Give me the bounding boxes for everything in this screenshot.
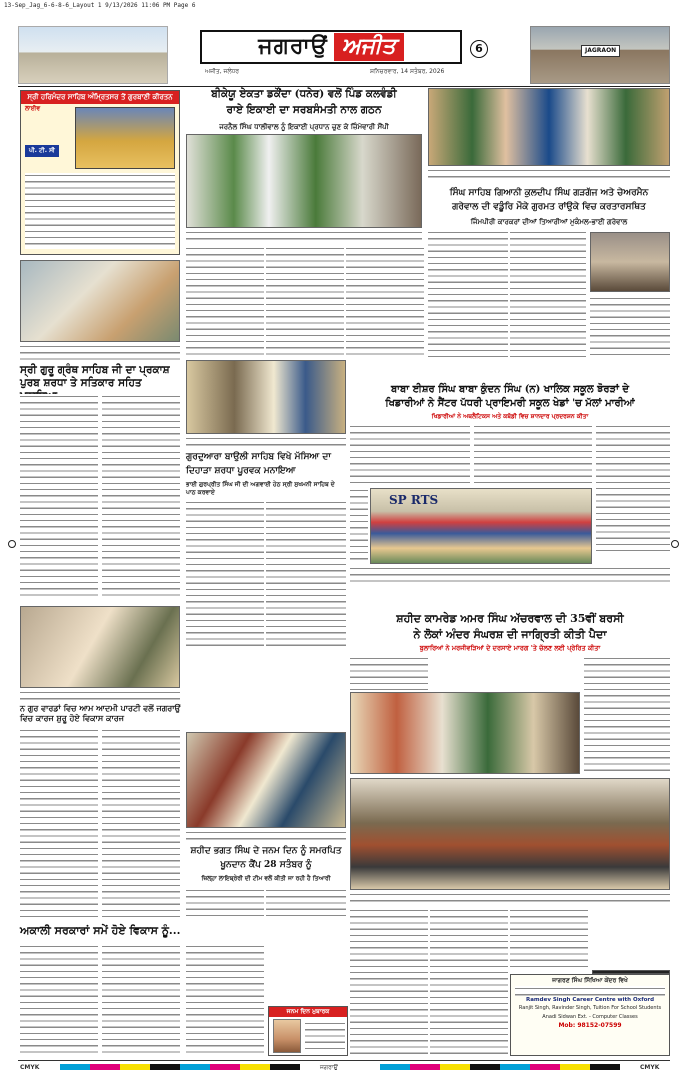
golden-temple-photo	[75, 107, 175, 169]
masthead-paper-name: ਅਜੀਤ	[334, 33, 404, 61]
top-story-text-a	[186, 246, 264, 356]
top-story-headline-2: ਰਾਏ ਇਕਾਈ ਦਾ ਸਰਬਸੰਮਤੀ ਨਾਲ ਗਠਨ	[226, 104, 382, 116]
left-story-3-text-a	[20, 728, 98, 918]
left-story-2-text-a	[20, 394, 98, 600]
left-story-3-text-b	[102, 728, 180, 918]
registration-mark-right	[671, 540, 679, 548]
masthead-caption: ਅਜੀਤ, ਜਲੰਧਰ	[205, 68, 240, 75]
martyr-headline-1: ਸ਼ਹੀਦ ਕਾਮਰੇਡ ਅਮਰ ਸਿੰਘ ਅੱਚਰਵਾਲ ਦੀ 35ਵੀਂ ਬਰਸੀ	[396, 612, 624, 625]
bhagat-subhead: ਜ਼ਿਲ੍ਹਾ ਲਾਇਬ੍ਰੇਰੀ ਦੀ ਟੀਮ ਵਲੋਂ ਕੀਤੀ ਜਾ ਰਹੀ ਹੈ ਤਿਆਰੀ	[201, 875, 331, 882]
school-photo-caption	[350, 566, 670, 582]
top-story-caption	[186, 230, 422, 242]
masthead-rule	[18, 86, 670, 87]
footer-rule	[18, 1060, 670, 1061]
gurdwara-subhead: ਭਾਈ ਗੁਰਪ੍ਰੀਤ ਸਿੰਘ ਜੀ ਦੀ ਅਗਵਾਈ ਹੇਠ ਸ੍ਰੀ ਸੁਖਮਨੀ ਸਾਹਿਬ ਦੇ ਪਾਠ ਕਰਵਾਏ	[186, 481, 335, 496]
masthead-date: ਸ਼ਨਿਚਰਵਾਰ, 14 ਸਤੰਬਰ, 2026	[370, 68, 445, 75]
bhagat-text-b	[266, 888, 346, 918]
gurdwara-text-a	[186, 500, 264, 650]
birthday-text	[305, 1021, 345, 1051]
left-story-4-headline: ਅਕਾਲੀ ਸਰਕਾਰਾਂ ਸਮੇਂ ਹੋਏ ਵਿਕਾਸ ਨੂੰ...	[20, 924, 181, 937]
bhagat-photo-caption	[186, 830, 346, 842]
left-photo-1	[20, 260, 180, 342]
school-story-text-c	[596, 424, 670, 554]
school-sports-photo	[370, 488, 592, 564]
masthead-photo-right	[530, 26, 670, 84]
martyr-photo-1	[350, 692, 580, 774]
masthead-station-sign: JAGRAON	[581, 45, 620, 57]
right-top-text-b	[510, 230, 586, 360]
martyr-photo-2	[350, 778, 670, 890]
left-story-4-text-a	[20, 944, 98, 1054]
top-story-subhead: ਜਰਨੈਲ ਸਿੰਘ ਧਾਲੀਵਾਲ ਨੂੰ ਇਕਾਈ ਪ੍ਰਧਾਨ ਚੁਣ ਕੇ ਜ਼ਿੰਮੇਵਾਰੀ ਸੌਂਪੀ	[219, 122, 389, 131]
ad-line-1: ਜਾਗਰਣ ਸਿੰਘ ਸਿੱਖਿਆ ਕੇਂਦਰ ਵਿਖੇ	[552, 977, 628, 984]
martyr-text-c	[350, 908, 428, 1054]
martyr-text-d	[430, 908, 508, 1054]
top-story-headline-1: ਬੀਕੇਯੂ ਏਕਤਾ ਡਕੌਂਦਾ (ਧਨੇਰ) ਵਲੋਂ ਪਿੰਡ ਕਲਵੰਡੀ	[211, 88, 397, 100]
left-promo-title: ਸ੍ਰੀ ਹਰਿਮੰਦਰ ਸਾਹਿਬ ਅੰਮ੍ਰਿਤਸਰ ਤੋਂ ਗੁਰਬਾਣੀ ਕੀਰਤਨ	[21, 91, 179, 104]
right-top-headline-1: ਸਿੰਘ ਸਾਹਿਬ ਗਿਆਨੀ ਕੁਲਦੀਪ ਸਿੰਘ ਗੜਗੱਜ ਅਤੇ ਚੇਅਰਮੈਨ	[449, 188, 649, 198]
masthead-photo-left	[18, 26, 168, 84]
color-bar-right	[380, 1064, 620, 1070]
ad-phone: Mob: 98152-07599	[558, 1021, 622, 1029]
martyr-text-b	[584, 656, 670, 776]
left-story-2-headline: ਸ੍ਰੀ ਗੁਰੂ ਗ੍ਰੰਥ ਸਾਹਿਬ ਜੀ ਦਾ ਪ੍ਰਕਾਸ਼ ਪੁਰਬ ਸ਼ਰਧਾ ਤੇ ਸਤਿਕਾਰ ਸਹਿਤ	[20, 364, 170, 389]
ad-line-2: Ramdev Singh Career Centre with Oxford	[525, 996, 655, 1003]
right-top-text-c	[590, 296, 670, 360]
gurdwara-headline-2: ਦਿਹਾੜਾ ਸ਼ਰਧਾ ਪੂਰਵਕ ਮਨਾਇਆ	[186, 466, 296, 476]
left-photo-1-caption	[20, 344, 180, 360]
footer-right: CMYK	[640, 1064, 660, 1071]
martyr-subhead: ਬੁਲਾਰਿਆਂ ਨੇ ਮਰਜੀਵੜਿਆਂ ਦੇ ਦਰਸਾਏ ਮਾਰਗ 'ਤੇ ਚੱਲਣ ਲਈ ਪ੍ਰੇਰਿਤ ਕੀਤਾ	[419, 644, 601, 652]
footer-mid: ਜਗਰਾਉਂ	[320, 1064, 338, 1071]
right-top-portrait	[590, 232, 670, 292]
right-top-photo-caption	[428, 168, 670, 182]
print-slug: 13-Sep_Jag_6-6-8-6_Layout 1 9/13/2026 11:06 PM Page 6	[4, 2, 196, 9]
left-story-4-text-b	[102, 944, 180, 1054]
bhagat-text-c	[186, 944, 264, 1054]
top-story-text-b	[266, 246, 344, 356]
school-story-text-b	[474, 424, 592, 484]
ad-line-3: Ranjit Singh, Ravinder Singh, Tuition For School Students	[518, 1005, 662, 1012]
sports-banner: SP RTS	[389, 493, 439, 507]
ad-box	[510, 974, 670, 1056]
bhagat-headline-1: ਸ਼ਹੀਦ ਭਗਤ ਸਿੰਘ ਦੇ ਜਨਮ ਦਿਨ ਨੂੰ ਸਮਰਪਿਤ	[190, 846, 342, 856]
left-promo-box	[20, 90, 180, 255]
right-top-subhead: ਜਿੰਮਪੀਰੀ ਕਾਰਕਰਾਂ ਦੀਆਂ ਤਿਆਰੀਆਂ ਮੁਕੰਮਲ-ਭਾਈ ਗਰੇਵਾਲ	[470, 217, 628, 226]
footer-left: CMYK	[20, 1064, 40, 1071]
bhagat-text-a	[186, 888, 264, 918]
left-promo-sub: ਲਾਈਵ	[25, 105, 41, 112]
color-bar-left	[60, 1064, 300, 1070]
gurdwara-headline-1: ਗੁਰਦੁਆਰਾ ਬਾਉਲੀ ਸਾਹਿਬ ਵਿਖੇ ਮੱਸਿਆ ਦਾ	[186, 452, 331, 462]
ad-line-4: Anadi Sidwan Ext. - Computer Classes	[542, 1013, 638, 1020]
martyr-headline-2: ਨੇ ਲੋਕਾਂ ਅੰਦਰ ਸੰਘਰਸ਼ ਦੀ ਜਾਗ੍ਰਿਤੀ ਕੀਤੀ ਪੈਦਾ	[413, 628, 607, 641]
birthday-child-photo	[273, 1019, 301, 1053]
left-story-3-headline: ਨ ਗੁਰ ਵਾਰਡਾਂ ਵਿਚ ਆਮ ਆਦਮੀ ਪਾਰਟੀ ਵਲੋਂ ਜਗਰਾਉਂ ਵਿਚ ਕਾਰਜ ਸ਼ੁਰੂ ਹੋਏ ਵਿਕਾਸ ਕਾਰਜ	[20, 703, 181, 723]
martyr-photo-caption	[350, 892, 670, 904]
right-top-text-a	[428, 230, 508, 360]
left-photo-2-caption	[20, 690, 180, 700]
top-story-photo	[186, 134, 422, 228]
birthday-box	[268, 1006, 348, 1056]
school-story-subhead: ਖਿਡਾਰੀਆਂ ਨੇ ਅਥਲੈਟਿਕਸ ਅਤੇ ਕਬੱਡੀ ਵਿਚ ਸ਼ਾਨਦਾਰ ਪ੍ਰਦਰਸ਼ਨ ਕੀਤਾ	[431, 413, 589, 420]
martyr-text-a	[350, 656, 428, 692]
school-story-headline-2: ਖਿਡਾਰੀਆਂ ਨੇ ਸੈਂਟਰ ਪੱਧਰੀ ਪ੍ਰਾਇਮਰੀ ਸਕੂਲ ਖੇਡਾਂ 'ਚ ਮੱਲਾਂ ਮਾਰੀਆਂ	[385, 398, 635, 409]
masthead-city: ਜਗਰਾਉਂ	[258, 33, 328, 60]
gurdwara-text-b	[266, 500, 346, 650]
birthday-title: ਜਨਮ ਦਿਨ ਮੁਬਾਰਕ	[269, 1007, 347, 1017]
left-photo-2	[20, 606, 180, 688]
gurdwara-photo-caption	[186, 436, 346, 448]
registration-mark-left	[8, 540, 16, 548]
left-promo-text	[25, 173, 175, 249]
masthead-title-box	[200, 30, 462, 64]
right-top-headline-2: ਗਰੇਵਾਲ ਦੀ ਵਡੂੰਰਿ ਮੌਕੇ ਗੁਰਮਤ ਰਾਂਉਕੇ ਵਿਚ ਕਰਤਾਰਸਥਿਤ	[452, 202, 646, 212]
school-story-text-a	[350, 424, 470, 484]
left-promo-badge: ਪੀ. ਟੀ. ਸੀ	[25, 145, 59, 157]
left-story-2-text-b	[102, 394, 180, 600]
right-top-photo	[428, 88, 670, 166]
gurdwara-photo	[186, 360, 346, 434]
bhagat-photo	[186, 732, 346, 828]
top-story-text-c	[346, 246, 424, 356]
martyr-text-e	[510, 908, 588, 968]
school-story-headline-1: ਬਾਬਾ ਈਸ਼ਰ ਸਿੰਘ ਬਾਬਾ ਕੁੰਦਨ ਸਿੰਘ (ਨ) ਖਾਲਿਕ ਸਕੂਲ ਝੋਰੜਾਂ ਦੇ	[390, 384, 630, 395]
ad-filler	[515, 986, 665, 996]
bhagat-headline-2: ਖੂਨਦਾਨ ਕੈਂਪ 28 ਸਤੰਬਰ ਨੂੰ	[220, 860, 312, 870]
page-number: 6	[470, 40, 488, 58]
school-story-text-d	[350, 488, 368, 564]
